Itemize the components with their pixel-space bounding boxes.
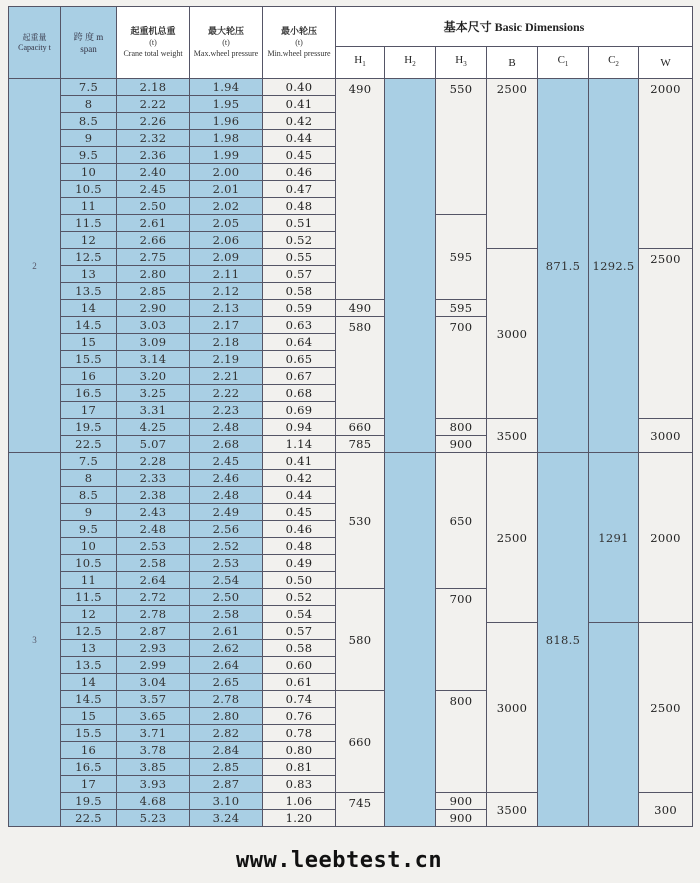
- min-wheel-cell: 0.41: [263, 453, 336, 470]
- weight-cell: 3.03: [117, 317, 190, 334]
- span-cell: 16.5: [61, 759, 117, 776]
- h2-cell: [385, 79, 436, 453]
- weight-cell: 2.80: [117, 266, 190, 283]
- min-wheel-cell: 0.65: [263, 351, 336, 368]
- min-wheel-cell: 0.63: [263, 317, 336, 334]
- weight-cell: 4.68: [117, 793, 190, 810]
- weight-cell: 2.85: [117, 283, 190, 300]
- span-cell: 9: [61, 504, 117, 521]
- max-wheel-cell: 2.50: [190, 589, 263, 606]
- header-minw-unit: (t): [295, 38, 303, 47]
- weight-cell: 2.64: [117, 572, 190, 589]
- weight-cell: 2.50: [117, 198, 190, 215]
- min-wheel-cell: 0.55: [263, 249, 336, 266]
- span-cell: 14: [61, 300, 117, 317]
- weight-cell: 2.33: [117, 470, 190, 487]
- min-wheel-cell: 0.44: [263, 487, 336, 504]
- b-cell: 3500: [487, 793, 538, 827]
- w-cell: 300: [639, 793, 693, 827]
- span-cell: 12.5: [61, 249, 117, 266]
- min-wheel-cell: 0.42: [263, 113, 336, 130]
- max-wheel-cell: 2.21: [190, 368, 263, 385]
- h3-cell: 900: [436, 436, 487, 453]
- w-cell: 2000: [639, 453, 693, 623]
- weight-cell: 3.20: [117, 368, 190, 385]
- header-weight-unit: (t): [149, 38, 157, 47]
- h2-cell: [385, 453, 436, 827]
- max-wheel-cell: 2.46: [190, 470, 263, 487]
- span-cell: 8.5: [61, 487, 117, 504]
- min-wheel-cell: 0.83: [263, 776, 336, 793]
- span-cell: 8: [61, 470, 117, 487]
- b-cell: 3500: [487, 419, 538, 453]
- weight-cell: 2.99: [117, 657, 190, 674]
- weight-cell: 2.78: [117, 606, 190, 623]
- c2-blank-cell: [589, 623, 639, 827]
- weight-cell: 2.75: [117, 249, 190, 266]
- header-c1: $C_1$: [538, 47, 589, 79]
- h3-cell: 700: [436, 589, 487, 691]
- max-wheel-cell: 2.06: [190, 232, 263, 249]
- min-wheel-cell: 0.68: [263, 385, 336, 402]
- header-c2: $C_2$: [589, 47, 639, 79]
- span-cell: 8: [61, 96, 117, 113]
- weight-cell: 2.45: [117, 181, 190, 198]
- c2-cell: 1292.5: [589, 79, 639, 453]
- max-wheel-cell: 2.22: [190, 385, 263, 402]
- max-wheel-cell: 2.13: [190, 300, 263, 317]
- h3-cell: 900: [436, 810, 487, 827]
- min-wheel-cell: 0.51: [263, 215, 336, 232]
- span-cell: 15.5: [61, 351, 117, 368]
- header-span: [61, 7, 117, 79]
- weight-cell: 2.61: [117, 215, 190, 232]
- h1-cell: 745: [336, 793, 385, 827]
- max-wheel-cell: 3.10: [190, 793, 263, 810]
- span-cell: 9.5: [61, 147, 117, 164]
- span-cell: 11: [61, 198, 117, 215]
- header-weight-en: Crane total weight: [123, 49, 183, 58]
- header-h2: $H_2$: [385, 47, 436, 79]
- h1-cell: 580: [336, 589, 385, 691]
- w-cell: 2500: [639, 249, 693, 419]
- span-cell: 12.5: [61, 623, 117, 640]
- h3-cell: 550: [436, 79, 487, 215]
- weight-cell: 2.72: [117, 589, 190, 606]
- max-wheel-cell: 1.95: [190, 96, 263, 113]
- weight-cell: 3.78: [117, 742, 190, 759]
- span-cell: 12: [61, 232, 117, 249]
- span-cell: 11.5: [61, 589, 117, 606]
- h1-cell: 580: [336, 317, 385, 419]
- span-cell: 17: [61, 776, 117, 793]
- max-wheel-cell: 2.65: [190, 674, 263, 691]
- span-cell: 9.5: [61, 521, 117, 538]
- max-wheel-cell: 2.01: [190, 181, 263, 198]
- max-wheel-cell: 2.87: [190, 776, 263, 793]
- span-cell: 13: [61, 266, 117, 283]
- span-cell: 9: [61, 130, 117, 147]
- min-wheel-cell: 0.48: [263, 198, 336, 215]
- min-wheel-cell: 0.80: [263, 742, 336, 759]
- span-cell: 14.5: [61, 691, 117, 708]
- min-wheel-cell: 0.57: [263, 623, 336, 640]
- span-cell: 17: [61, 402, 117, 419]
- header-maxw-unit: (t): [222, 38, 230, 47]
- span-cell: 22.5: [61, 810, 117, 827]
- min-wheel-cell: 0.52: [263, 232, 336, 249]
- w-cell: 3000: [639, 419, 693, 453]
- header-maxw-en: Max.wheel pressure: [193, 49, 259, 58]
- weight-cell: 2.87: [117, 623, 190, 640]
- weight-cell: 3.31: [117, 402, 190, 419]
- span-cell: 8.5: [61, 113, 117, 130]
- header-h3: $H_3$: [436, 47, 487, 79]
- header-h1: $H_1$: [336, 47, 385, 79]
- min-wheel-cell: 0.67: [263, 368, 336, 385]
- span-cell: 7.5: [61, 79, 117, 96]
- h3-cell: 800: [436, 419, 487, 436]
- weight-cell: 2.90: [117, 300, 190, 317]
- span-cell: 13: [61, 640, 117, 657]
- h1-cell: 660: [336, 419, 385, 436]
- min-wheel-cell: 0.69: [263, 402, 336, 419]
- span-cell: 15: [61, 708, 117, 725]
- weight-cell: 3.04: [117, 674, 190, 691]
- max-wheel-cell: 2.56: [190, 521, 263, 538]
- max-wheel-cell: 2.68: [190, 436, 263, 453]
- min-wheel-cell: 0.74: [263, 691, 336, 708]
- header-minw-cn: 最小轮压: [280, 26, 317, 36]
- span-cell: 16: [61, 742, 117, 759]
- min-wheel-cell: 0.57: [263, 266, 336, 283]
- weight-cell: 3.65: [117, 708, 190, 725]
- span-cell: 15: [61, 334, 117, 351]
- h1-cell: 530: [336, 453, 385, 589]
- max-wheel-cell: 2.49: [190, 504, 263, 521]
- max-wheel-cell: 2.18: [190, 334, 263, 351]
- weight-cell: 2.22: [117, 96, 190, 113]
- min-wheel-cell: 1.14: [263, 436, 336, 453]
- max-wheel-cell: 2.85: [190, 759, 263, 776]
- c1-cell: 818.5: [538, 453, 589, 827]
- max-wheel-cell: 2.17: [190, 317, 263, 334]
- span-cell: 10.5: [61, 181, 117, 198]
- weight-cell: 2.26: [117, 113, 190, 130]
- capacity-cell: 3: [9, 453, 61, 827]
- span-cell: 14: [61, 674, 117, 691]
- span-cell: 13.5: [61, 657, 117, 674]
- max-wheel-cell: 2.54: [190, 572, 263, 589]
- span-cell: 13.5: [61, 283, 117, 300]
- min-wheel-cell: 0.64: [263, 334, 336, 351]
- weight-cell: 2.66: [117, 232, 190, 249]
- span-cell: 10: [61, 538, 117, 555]
- min-wheel-cell: 0.76: [263, 708, 336, 725]
- header-basic-dimensions: 基本尺寸 Basic Dimensions: [336, 7, 693, 47]
- min-wheel-cell: 0.58: [263, 283, 336, 300]
- website-watermark: www.leebtest.cn: [236, 848, 443, 873]
- span-cell: 10.5: [61, 555, 117, 572]
- weight-cell: 3.09: [117, 334, 190, 351]
- capacity-cell: 2: [9, 79, 61, 453]
- max-wheel-cell: 2.02: [190, 198, 263, 215]
- min-wheel-cell: 0.81: [263, 759, 336, 776]
- weight-cell: 5.23: [117, 810, 190, 827]
- min-wheel-cell: 1.06: [263, 793, 336, 810]
- min-wheel-cell: 0.44: [263, 130, 336, 147]
- header-capacity: 起重量 Capacity t: [9, 7, 61, 79]
- h1-cell: 660: [336, 691, 385, 793]
- weight-cell: 4.25: [117, 419, 190, 436]
- header-min-wheel: [263, 7, 336, 79]
- max-wheel-cell: 2.12: [190, 283, 263, 300]
- weight-cell: 2.48: [117, 521, 190, 538]
- weight-cell: 2.36: [117, 147, 190, 164]
- h1-cell: 490: [336, 300, 385, 317]
- max-wheel-cell: 2.53: [190, 555, 263, 572]
- max-wheel-cell: 2.48: [190, 419, 263, 436]
- w-cell: 2000: [639, 79, 693, 249]
- max-wheel-cell: 1.94: [190, 79, 263, 96]
- b-cell: 3000: [487, 623, 538, 793]
- max-wheel-cell: 2.45: [190, 453, 263, 470]
- weight-cell: 3.57: [117, 691, 190, 708]
- crane-spec-table: [8, 6, 693, 827]
- h3-cell: 700: [436, 317, 487, 419]
- min-wheel-cell: 1.20: [263, 810, 336, 827]
- min-wheel-cell: 0.48: [263, 538, 336, 555]
- h3-cell: 650: [436, 453, 487, 589]
- span-cell: 12: [61, 606, 117, 623]
- max-wheel-cell: 2.23: [190, 402, 263, 419]
- weight-cell: 2.40: [117, 164, 190, 181]
- header-b: B: [487, 47, 538, 79]
- min-wheel-cell: 0.94: [263, 419, 336, 436]
- max-wheel-cell: 2.05: [190, 215, 263, 232]
- max-wheel-cell: 2.48: [190, 487, 263, 504]
- header-crane-weight: [117, 7, 190, 79]
- min-wheel-cell: 0.41: [263, 96, 336, 113]
- max-wheel-cell: 2.84: [190, 742, 263, 759]
- min-wheel-cell: 0.49: [263, 555, 336, 572]
- b-cell: 2500: [487, 79, 538, 249]
- min-wheel-cell: 0.42: [263, 470, 336, 487]
- weight-cell: 3.93: [117, 776, 190, 793]
- min-wheel-cell: 0.60: [263, 657, 336, 674]
- span-cell: 11.5: [61, 215, 117, 232]
- max-wheel-cell: 2.61: [190, 623, 263, 640]
- h3-cell: 595: [436, 215, 487, 300]
- max-wheel-cell: 2.62: [190, 640, 263, 657]
- min-wheel-cell: 0.46: [263, 164, 336, 181]
- min-wheel-cell: 0.47: [263, 181, 336, 198]
- min-wheel-cell: 0.52: [263, 589, 336, 606]
- min-wheel-cell: 0.50: [263, 572, 336, 589]
- h1-cell: 785: [336, 436, 385, 453]
- weight-cell: 3.85: [117, 759, 190, 776]
- max-wheel-cell: 2.64: [190, 657, 263, 674]
- b-cell: 3000: [487, 249, 538, 419]
- max-wheel-cell: 2.80: [190, 708, 263, 725]
- header-span-label: 跨 度 m: [73, 31, 104, 42]
- span-cell: 7.5: [61, 453, 117, 470]
- max-wheel-cell: 1.98: [190, 130, 263, 147]
- span-cell: 19.5: [61, 419, 117, 436]
- span-cell: 16.5: [61, 385, 117, 402]
- max-wheel-cell: 2.19: [190, 351, 263, 368]
- max-wheel-cell: 1.96: [190, 113, 263, 130]
- span-cell: 11: [61, 572, 117, 589]
- weight-cell: 5.07: [117, 436, 190, 453]
- c1-cell: 871.5: [538, 79, 589, 453]
- span-cell: 19.5: [61, 793, 117, 810]
- weight-cell: 2.38: [117, 487, 190, 504]
- w-cell: 2500: [639, 623, 693, 793]
- min-wheel-cell: 0.61: [263, 674, 336, 691]
- max-wheel-cell: 2.00: [190, 164, 263, 181]
- min-wheel-cell: 0.40: [263, 79, 336, 96]
- weight-cell: 2.18: [117, 79, 190, 96]
- header-max-wheel: [190, 7, 263, 79]
- max-wheel-cell: 2.78: [190, 691, 263, 708]
- max-wheel-cell: 2.09: [190, 249, 263, 266]
- min-wheel-cell: 0.59: [263, 300, 336, 317]
- weight-cell: 2.58: [117, 555, 190, 572]
- weight-cell: 3.71: [117, 725, 190, 742]
- header-span-unit: span: [80, 43, 97, 54]
- min-wheel-cell: 0.46: [263, 521, 336, 538]
- weight-cell: 2.43: [117, 504, 190, 521]
- min-wheel-cell: 0.45: [263, 504, 336, 521]
- min-wheel-cell: 0.58: [263, 640, 336, 657]
- max-wheel-cell: 2.52: [190, 538, 263, 555]
- weight-cell: 2.93: [117, 640, 190, 657]
- span-cell: 22.5: [61, 436, 117, 453]
- header-w: W: [639, 47, 693, 79]
- h3-cell: 800: [436, 691, 487, 793]
- header-minw-en: Min.wheel pressure: [267, 49, 331, 58]
- c2-cell: 1291: [589, 453, 639, 623]
- header-weight-cn: 起重机总重: [130, 26, 176, 36]
- span-cell: 15.5: [61, 725, 117, 742]
- min-wheel-cell: 0.78: [263, 725, 336, 742]
- weight-cell: 2.28: [117, 453, 190, 470]
- h1-cell: 490: [336, 79, 385, 300]
- h3-cell: 595: [436, 300, 487, 317]
- weight-cell: 3.14: [117, 351, 190, 368]
- min-wheel-cell: 0.54: [263, 606, 336, 623]
- header-maxw-cn: 最大轮压: [207, 26, 244, 36]
- max-wheel-cell: 2.11: [190, 266, 263, 283]
- span-cell: 10: [61, 164, 117, 181]
- weight-cell: 2.53: [117, 538, 190, 555]
- max-wheel-cell: 2.58: [190, 606, 263, 623]
- max-wheel-cell: 3.24: [190, 810, 263, 827]
- max-wheel-cell: 1.99: [190, 147, 263, 164]
- span-cell: 14.5: [61, 317, 117, 334]
- min-wheel-cell: 0.45: [263, 147, 336, 164]
- weight-cell: 3.25: [117, 385, 190, 402]
- b-cell: 2500: [487, 453, 538, 623]
- span-cell: 16: [61, 368, 117, 385]
- weight-cell: 2.32: [117, 130, 190, 147]
- max-wheel-cell: 2.82: [190, 725, 263, 742]
- h3-cell: 900: [436, 793, 487, 810]
